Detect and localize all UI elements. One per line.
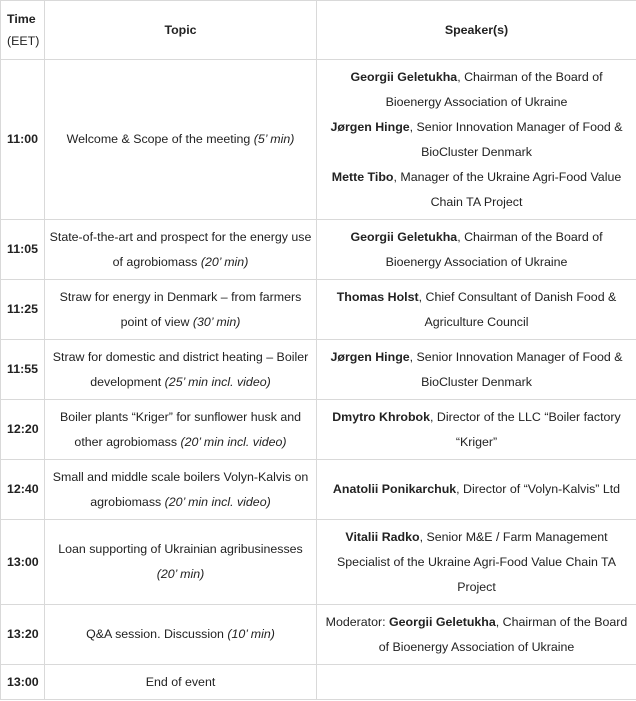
time-header-label: Time <box>7 12 36 26</box>
topic-cell <box>45 520 317 605</box>
topic-duration: (20’ min) <box>156 567 205 581</box>
speaker-role: , Senior Innovation Manager of Food & BioCluster Denmark <box>409 119 623 159</box>
speaker-entry <box>321 525 632 600</box>
topic-cell <box>45 460 317 520</box>
table-row <box>1 400 636 460</box>
time-cell: 11:05 <box>1 220 45 280</box>
time-cell: 12:40 <box>1 460 45 520</box>
time-header-unit: (EET) <box>7 34 40 48</box>
speaker-name: Georgii Geletukha <box>350 229 458 244</box>
time-cell: 13:00 <box>1 520 45 605</box>
speaker-entry <box>321 610 632 660</box>
topic-text: Boiler plants “Kriger” for sunflower husk and other agrobiomass <box>59 409 302 449</box>
speaker-name: Anatolii Ponikarchuk <box>332 482 457 496</box>
speaker-entry <box>321 345 632 395</box>
time-cell: 12:20 <box>1 400 45 460</box>
topic-text: Welcome & Scope of the meeting <box>66 132 254 146</box>
time-column-header <box>1 1 45 60</box>
time-cell: 13:00 <box>1 665 45 700</box>
speakers-cell <box>317 280 636 340</box>
topic-duration: (20’ min incl. video) <box>180 434 287 449</box>
agenda-body <box>1 60 636 700</box>
speaker-entry <box>321 165 632 215</box>
topic-cell <box>45 400 317 460</box>
speakers-cell <box>317 665 636 700</box>
table-row <box>1 340 636 400</box>
table-row <box>1 460 636 520</box>
speaker-role: , Director of the LLC “Boiler factory “Kriger” <box>430 409 621 449</box>
speaker-name: Vitalii Radko <box>345 529 420 544</box>
speakers-cell <box>317 60 636 220</box>
table-row <box>1 520 636 605</box>
speaker-entry <box>321 115 632 165</box>
topic-duration: (5’ min) <box>253 132 295 146</box>
topic-cell <box>45 220 317 280</box>
speaker-name: Dmytro Khrobok <box>332 409 430 424</box>
topic-text: End of event <box>145 674 216 689</box>
speaker-entry <box>321 477 632 502</box>
speaker-role: , Chairman of the Board of Bioenergy Association of Ukraine <box>378 614 628 654</box>
time-cell: 13:20 <box>1 605 45 665</box>
speaker-role: , Senior M&E / Farm Management Specialist of the Ukraine Agri-Food Value Chain TA Project <box>337 529 616 594</box>
topic-duration: (30’ min) <box>192 314 241 329</box>
speaker-entry <box>321 225 632 275</box>
topic-text: Straw for domestic and district heating – Boiler development <box>52 349 309 389</box>
topic-text: Straw for energy in Denmark – from farmers point of view <box>59 289 302 329</box>
topic-cell <box>45 665 317 700</box>
speaker-role: , Chief Consultant of Danish Food & Agriculture Council <box>418 289 617 329</box>
time-cell: 11:25 <box>1 280 45 340</box>
speakers-cell <box>317 605 636 665</box>
time-cell: 11:00 <box>1 60 45 220</box>
speaker-role: , Chairman of the Board of Bioenergy Association of Ukraine <box>385 229 603 269</box>
speakers-cell <box>317 520 636 605</box>
time-cell: 11:55 <box>1 340 45 400</box>
speaker-name: Georgii Geletukha <box>350 69 458 84</box>
speaker-name: Thomas Holst <box>336 289 419 304</box>
speaker-name: Jørgen Hinge <box>330 119 410 134</box>
topic-text: State-of-the-art and prospect for the energy use of agrobiomass <box>49 229 312 269</box>
topic-duration: (20’ min) <box>200 254 249 269</box>
header-row <box>1 1 636 60</box>
topic-text: Q&A session. Discussion <box>86 627 228 641</box>
topic-duration: (10’ min) <box>227 627 275 641</box>
topic-duration: (20’ min incl. video) <box>164 494 271 509</box>
speakers-cell <box>317 460 636 520</box>
table-row <box>1 60 636 220</box>
speaker-role: , Chairman of the Board of Bioenergy Association of Ukraine <box>385 69 603 109</box>
speaker-entry <box>321 285 632 335</box>
topic-text: Small and middle scale boilers Volyn-Kalvis on agrobiomass <box>52 469 309 509</box>
speaker-entry <box>321 405 632 455</box>
topic-cell <box>45 605 317 665</box>
speaker-name: Jørgen Hinge <box>330 349 410 364</box>
speaker-role: , Senior Innovation Manager of Food & BioCluster Denmark <box>409 349 623 389</box>
topic-cell <box>45 60 317 220</box>
topic-duration: (25’ min incl. video) <box>164 374 271 389</box>
topic-cell <box>45 280 317 340</box>
topic-text: Loan supporting of Ukrainian agribusinesses <box>58 542 303 556</box>
speakers-cell <box>317 340 636 400</box>
speaker-prefix: Moderator: <box>325 614 390 629</box>
table-row <box>1 665 636 700</box>
speaker-role: , Director of “Volyn-Kalvis” Ltd <box>456 482 621 496</box>
topic-cell <box>45 340 317 400</box>
speakers-cell <box>317 220 636 280</box>
speaker-name: Mette Tibo <box>331 169 394 184</box>
speakers-column-header: Speaker(s) <box>317 1 636 60</box>
table-row <box>1 220 636 280</box>
speaker-entry <box>321 65 632 115</box>
speaker-role: , Manager of the Ukraine Agri-Food Value Chain TA Project <box>393 169 622 209</box>
speaker-name: Georgii Geletukha <box>389 614 496 629</box>
speakers-cell <box>317 400 636 460</box>
topic-column-header: Topic <box>45 1 317 60</box>
table-row <box>1 280 636 340</box>
table-row <box>1 605 636 665</box>
